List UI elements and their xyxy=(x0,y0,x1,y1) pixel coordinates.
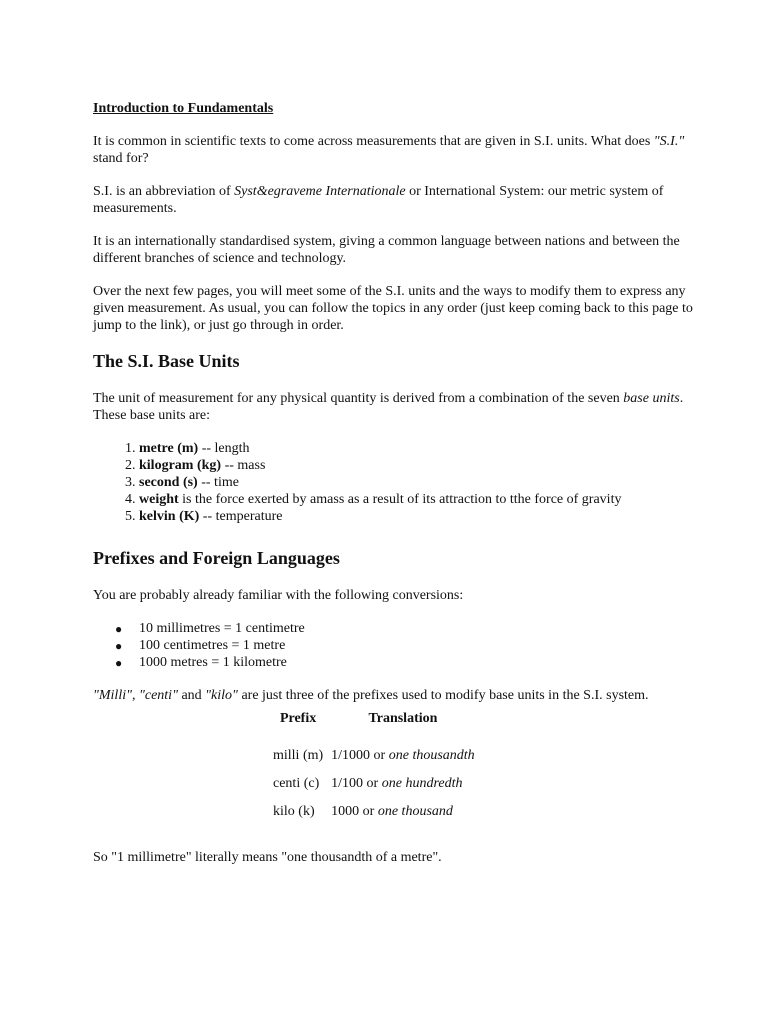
list-item: 3. second (s) -- time xyxy=(139,474,693,491)
conversions-list xyxy=(93,620,693,671)
intro-paragraph-2: S.I. is an abbreviation of Syst&egraveme Internationale or International System: our metric system of measurements. xyxy=(93,184,664,216)
document-page xyxy=(93,100,693,882)
list-item: ● 10 millimetres = 1 centimetre xyxy=(115,621,305,636)
prefix-table xyxy=(269,710,479,831)
intro-paragraph-4: Over the next few pages, you will meet some of the S.I. units and the ways to modify them to express any given measurement. As usual, you can follow the topics in any order (just keep coming back to this page to jump to the link), or just go through in order. xyxy=(93,284,693,333)
base-units-paragraph: The unit of measurement for any physical quantity is derived from a combination of the seven base units. These base units are: xyxy=(93,391,684,423)
document-title: Introduction to Fundamentals xyxy=(93,101,274,116)
list-item: 1. metre (m) -- length xyxy=(139,440,693,457)
table-header-row xyxy=(269,710,479,747)
base-units-heading: The S.I. Base Units xyxy=(93,351,240,371)
table-cell-prefix: centi (c) xyxy=(273,776,320,791)
table-cell-prefix: kilo (k) xyxy=(273,804,315,819)
prefixes-paragraph-2: "Milli", "centi" and "kilo" are just three of the prefixes used to modify base units in the S.I. system. xyxy=(93,688,649,703)
table-row xyxy=(269,803,479,831)
list-item: 4. weight is the force exerted by amass as a result of its attraction to tthe force of gravity xyxy=(139,491,693,508)
list-item: 2. kilogram (kg) -- mass xyxy=(139,457,693,474)
prefixes-heading: Prefixes and Foreign Languages xyxy=(93,548,340,568)
table-cell-translation: 1/100 or one hundredth xyxy=(331,776,463,791)
prefixes-paragraph-1: You are probably already familiar with the following conversions: xyxy=(93,588,464,603)
list-item: 5. kelvin (K) -- temperature xyxy=(139,508,693,525)
table-header-prefix: Prefix xyxy=(279,711,317,726)
bullet-icon: ● xyxy=(115,639,123,653)
bullet-icon: ● xyxy=(115,622,123,636)
table-header-translation: Translation xyxy=(368,711,438,726)
table-cell-prefix: milli (m) xyxy=(273,748,324,763)
list-item: ● 100 centimetres = 1 metre xyxy=(115,638,286,653)
table-cell-translation: 1/1000 or one thousandth xyxy=(331,748,475,763)
table-row xyxy=(269,747,479,775)
bullet-icon: ● xyxy=(115,656,123,670)
table-row xyxy=(269,775,479,803)
list-item: ● 1000 metres = 1 kilometre xyxy=(115,655,287,670)
intro-paragraph-1: It is common in scientific texts to come across measurements that are given in S.I. units. What does "S.I." stand for? xyxy=(93,134,685,166)
table-cell-translation: 1000 or one thousand xyxy=(331,804,453,819)
closing-paragraph: So "1 millimetre" literally means "one thousandth of a metre". xyxy=(93,850,442,865)
intro-paragraph-3: It is an internationally standardised system, giving a common language between nations and between the different branches of science and technology. xyxy=(93,234,680,266)
base-units-list xyxy=(93,440,693,525)
